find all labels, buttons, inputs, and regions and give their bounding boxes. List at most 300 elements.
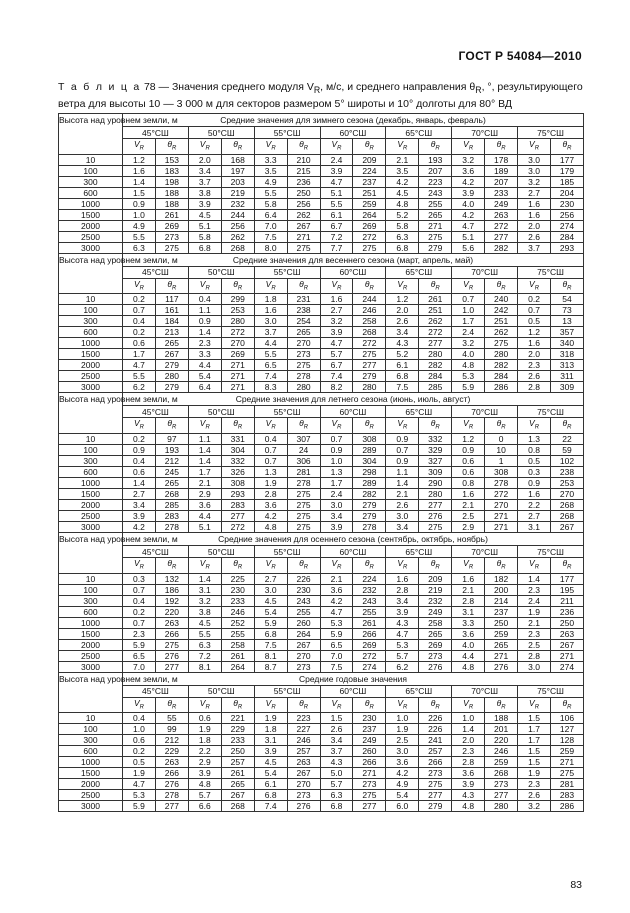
symbol-letter: V (397, 139, 403, 149)
value-cell: 282 (419, 360, 452, 371)
latitude-header: 75°СШ (518, 546, 584, 558)
value-cell: 4.4 (254, 338, 287, 349)
value-cell: 0 (485, 434, 518, 445)
value-cell: 3.0 (386, 511, 419, 522)
symbol-letter: V (265, 139, 272, 149)
value-cell: 3.0 (320, 500, 353, 511)
symbol-letter: θ (299, 558, 304, 569)
value-cell: 220 (485, 735, 518, 746)
value-cell: 276 (419, 511, 452, 522)
value-cell: 255 (419, 198, 452, 209)
value-cell: 280 (485, 801, 518, 812)
value-cell: 279 (353, 511, 386, 522)
symbol-letter: θ (299, 139, 304, 149)
value-cell: 290 (419, 478, 452, 489)
symbol-letter: V (463, 139, 469, 149)
value-cell: 4.8 (188, 779, 221, 790)
value-cell: 282 (353, 489, 386, 500)
value-cell: 179 (550, 165, 583, 176)
value-cell: 3.9 (320, 522, 353, 533)
direction-symbol (221, 558, 254, 574)
value-cell: 3.6 (254, 500, 287, 511)
value-cell: 3.9 (123, 511, 156, 522)
value-cell: 214 (485, 595, 518, 606)
symbol-letter: V (397, 558, 403, 569)
symbol-subscript: R (172, 564, 177, 571)
direction-symbol (550, 418, 583, 434)
symbol-subscript: R (139, 285, 144, 292)
value-cell: 3.1 (188, 584, 221, 595)
value-cell: 275 (287, 500, 320, 511)
value-cell: 244 (221, 209, 254, 220)
value-cell: 227 (287, 724, 320, 735)
value-cell: 3.1 (518, 522, 551, 533)
table-row (59, 445, 584, 456)
table-row (59, 198, 584, 209)
page-number: 83 (570, 879, 582, 891)
symbol-subscript: R (369, 145, 374, 152)
symbol-letter: V (331, 278, 338, 289)
value-cell: 0.8 (452, 478, 485, 489)
value-cell: 186 (155, 584, 188, 595)
latitude-header: 55°СШ (254, 266, 320, 278)
symbol-subscript: R (534, 704, 540, 711)
value-cell: 1.7 (188, 467, 221, 478)
table-row (59, 220, 584, 231)
value-cell: 4.3 (386, 617, 419, 628)
value-cell: 5.9 (320, 628, 353, 639)
symbol-letter: θ (430, 418, 436, 429)
value-cell: 1.0 (123, 724, 156, 735)
value-cell: 4.9 (123, 220, 156, 231)
value-cell: 3.6 (452, 768, 485, 779)
symbol-letter: V (463, 558, 469, 569)
value-cell: 5.1 (188, 220, 221, 231)
value-cell: 308 (485, 467, 518, 478)
value-cell: 5.4 (188, 371, 221, 382)
value-cell: 252 (221, 617, 254, 628)
value-cell: 237 (353, 724, 386, 735)
value-cell: 332 (419, 434, 452, 445)
value-cell: 278 (287, 371, 320, 382)
value-cell: 73 (550, 305, 583, 316)
speed-symbol (452, 139, 485, 155)
symbol-subscript: R (271, 425, 276, 432)
direction-symbol (419, 418, 452, 434)
symbol-letter: θ (562, 139, 568, 149)
symbol-letter: θ (430, 697, 436, 708)
value-cell: 1.9 (254, 713, 287, 724)
value-cell: 268 (221, 242, 254, 253)
value-cell: 209 (353, 154, 386, 165)
value-cell: 272 (485, 220, 518, 231)
value-cell: 293 (221, 489, 254, 500)
value-cell: 0.2 (123, 434, 156, 445)
value-cell: 272 (485, 489, 518, 500)
symbol-letter: V (331, 697, 338, 708)
value-cell: 198 (155, 176, 188, 187)
value-cell: 225 (221, 573, 254, 584)
symbol-subscript: R (435, 145, 440, 152)
value-cell: 261 (221, 768, 254, 779)
value-cell: 1.0 (386, 713, 419, 724)
symbol-subscript: R (501, 704, 506, 711)
symbol-subscript: R (237, 425, 243, 432)
value-cell: 4.2 (386, 176, 419, 187)
value-cell: 0.2 (123, 327, 156, 338)
table-row (59, 231, 584, 242)
symbol-row (59, 697, 584, 713)
table-row (59, 650, 584, 661)
value-cell: 4.8 (254, 522, 287, 533)
symbol-subscript: R (205, 564, 210, 571)
symbol-subscript: R (567, 425, 572, 432)
section-title: Средние годовые значения (123, 672, 584, 685)
value-cell: 271 (485, 511, 518, 522)
section-title: Средние значения для зимнего сезона (декабрь, январь, февраль) (123, 114, 584, 127)
value-cell: 5.1 (452, 231, 485, 242)
value-cell: 299 (221, 294, 254, 305)
value-cell: 1.3 (518, 434, 551, 445)
value-cell: 7.2 (188, 650, 221, 661)
value-cell: 219 (221, 187, 254, 198)
value-cell: 277 (485, 231, 518, 242)
value-cell: 266 (419, 757, 452, 768)
value-cell: 259 (485, 628, 518, 639)
table-row (59, 661, 584, 672)
symbol-letter: θ (167, 558, 173, 569)
height-cell: 600 (59, 746, 123, 757)
direction-symbol (287, 278, 320, 294)
value-cell: 97 (155, 434, 188, 445)
value-cell: 2.6 (320, 724, 353, 735)
value-cell: 232 (419, 595, 452, 606)
table-row (59, 724, 584, 735)
symbol-letter: θ (233, 139, 238, 149)
speed-symbol (452, 697, 485, 713)
latitude-header: 70°СШ (452, 127, 518, 139)
value-cell: 281 (287, 467, 320, 478)
value-cell: 4.2 (386, 768, 419, 779)
table-row (59, 713, 584, 724)
speed-symbol (518, 139, 551, 155)
value-cell: 283 (155, 511, 188, 522)
table-row (59, 176, 584, 187)
value-cell: 259 (353, 198, 386, 209)
value-cell: 250 (287, 187, 320, 198)
value-cell: 2.3 (518, 628, 551, 639)
value-cell: 2.2 (188, 746, 221, 757)
value-cell: 2.1 (452, 584, 485, 595)
value-cell: 1.7 (123, 349, 156, 360)
value-cell: 3.7 (254, 327, 287, 338)
value-cell: 242 (485, 305, 518, 316)
symbol-subscript: R (303, 145, 309, 152)
section-title: Средние значения для летнего сезона (июнь, июль, август) (123, 393, 584, 406)
table-row (59, 595, 584, 606)
value-cell: 0.7 (452, 294, 485, 305)
direction-symbol (353, 278, 386, 294)
value-cell: 277 (353, 360, 386, 371)
value-cell: 4.0 (452, 349, 485, 360)
caption-text-a: 78 — Значения среднего модуля V (143, 81, 314, 93)
symbol-row (59, 139, 584, 155)
value-cell: 272 (419, 327, 452, 338)
value-cell: 283 (550, 790, 583, 801)
value-cell: 7.5 (254, 639, 287, 650)
symbol-subscript: R (435, 704, 440, 711)
direction-symbol (221, 139, 254, 155)
latitude-row (59, 266, 584, 278)
height-cell: 300 (59, 595, 123, 606)
direction-symbol (155, 418, 188, 434)
value-cell: 3.0 (254, 584, 287, 595)
value-cell: 272 (353, 231, 386, 242)
value-cell: 3.8 (188, 606, 221, 617)
value-cell: 275 (550, 768, 583, 779)
value-cell: 286 (485, 382, 518, 393)
value-cell: 6.1 (320, 209, 353, 220)
value-cell: 1.5 (320, 713, 353, 724)
value-cell: 277 (155, 661, 188, 672)
value-cell: 106 (550, 713, 583, 724)
row-header-height: Высота над уровнем земли, м (59, 672, 123, 713)
height-cell: 1000 (59, 338, 123, 349)
value-cell: 226 (287, 573, 320, 584)
value-cell: 1.2 (123, 154, 156, 165)
value-cell: 6.8 (254, 790, 287, 801)
value-cell: 263 (155, 757, 188, 768)
value-cell: 1.6 (518, 209, 551, 220)
value-cell: 275 (353, 349, 386, 360)
value-cell: 268 (155, 489, 188, 500)
value-cell: 0.9 (188, 316, 221, 327)
symbol-letter: V (265, 418, 272, 429)
latitude-header: 60°СШ (320, 266, 386, 278)
value-cell: 264 (221, 661, 254, 672)
value-cell: 4.7 (123, 779, 156, 790)
value-cell: 3.5 (386, 165, 419, 176)
value-cell: 272 (221, 522, 254, 533)
symbol-subscript: R (303, 425, 309, 432)
value-cell: 219 (419, 584, 452, 595)
value-cell: 1.5 (518, 713, 551, 724)
symbol-subscript: R (139, 145, 144, 152)
value-cell: 2.7 (320, 305, 353, 316)
value-cell: 1.1 (188, 305, 221, 316)
value-cell: 5.8 (188, 231, 221, 242)
value-cell: 3.9 (254, 746, 287, 757)
value-cell: 0.9 (320, 445, 353, 456)
value-cell: 6.3 (123, 242, 156, 253)
symbol-letter: θ (233, 278, 238, 289)
value-cell: 0.3 (123, 573, 156, 584)
latitude-header: 65°СШ (386, 546, 452, 558)
value-cell: 226 (419, 724, 452, 735)
symbol-letter: θ (167, 697, 173, 708)
latitude-row (59, 406, 584, 418)
value-cell: 5.5 (188, 628, 221, 639)
symbol-letter: θ (299, 697, 304, 708)
value-cell: 267 (287, 220, 320, 231)
value-cell: 1.2 (386, 294, 419, 305)
value-cell: 280 (419, 489, 452, 500)
value-cell: 276 (485, 661, 518, 672)
value-cell: 250 (550, 617, 583, 628)
caption-label: Т а б л и ц а (58, 81, 142, 93)
symbol-row (59, 418, 584, 434)
latitude-header: 75°СШ (518, 685, 584, 697)
symbol-subscript: R (271, 145, 276, 152)
symbol-letter: V (133, 697, 140, 708)
speed-symbol (518, 558, 551, 574)
symbol-letter: V (331, 418, 338, 429)
value-cell: 5.7 (320, 779, 353, 790)
symbol-row (59, 278, 584, 294)
symbol-subscript: R (468, 425, 474, 432)
value-cell: 267 (221, 790, 254, 801)
value-cell: 226 (419, 713, 452, 724)
table-row (59, 746, 584, 757)
value-cell: 2.8 (518, 382, 551, 393)
value-cell: 3.1 (254, 735, 287, 746)
value-cell: 285 (419, 382, 452, 393)
value-cell: 2.4 (320, 489, 353, 500)
value-cell: 5.5 (123, 371, 156, 382)
direction-symbol (155, 697, 188, 713)
symbol-subscript: R (237, 564, 243, 571)
document-header: ГОСТ Р 54084—2010 (458, 49, 582, 63)
table-row (59, 371, 584, 382)
value-cell: 271 (485, 522, 518, 533)
height-cell: 10 (59, 154, 123, 165)
direction-symbol (485, 697, 518, 713)
value-cell: 1.1 (188, 434, 221, 445)
value-cell: 1.4 (518, 573, 551, 584)
value-cell: 237 (353, 176, 386, 187)
value-cell: 3.7 (320, 746, 353, 757)
symbol-subscript: R (369, 425, 374, 432)
table-row (59, 434, 584, 445)
value-cell: 272 (221, 327, 254, 338)
value-cell: 249 (419, 606, 452, 617)
value-cell: 269 (353, 639, 386, 650)
table-row (59, 779, 584, 790)
symbol-subscript: R (337, 425, 342, 432)
latitude-header: 65°СШ (386, 406, 452, 418)
symbol-subscript: R (172, 425, 177, 432)
value-cell: 271 (550, 650, 583, 661)
symbol-letter: θ (233, 558, 238, 569)
value-cell: 0.2 (123, 746, 156, 757)
value-cell: 2.0 (452, 735, 485, 746)
table-row (59, 294, 584, 305)
table-row (59, 606, 584, 617)
latitude-header: 45°СШ (123, 685, 189, 697)
value-cell: 3.4 (320, 735, 353, 746)
height-cell: 10 (59, 294, 123, 305)
value-cell: 59 (550, 445, 583, 456)
value-cell: 278 (155, 522, 188, 533)
symbol-subscript: R (369, 285, 374, 292)
symbol-subscript: R (337, 564, 342, 571)
value-cell: 178 (485, 154, 518, 165)
value-cell: 286 (550, 801, 583, 812)
speed-symbol (386, 697, 419, 713)
value-cell: 0.9 (386, 456, 419, 467)
value-cell: 0.3 (518, 467, 551, 478)
symbol-subscript: R (435, 425, 440, 432)
caption-sub-b: R (475, 85, 482, 96)
direction-symbol (419, 278, 452, 294)
value-cell: 4.4 (188, 360, 221, 371)
value-cell: 279 (353, 371, 386, 382)
latitude-header: 75°СШ (518, 127, 584, 139)
value-cell: 3.9 (386, 606, 419, 617)
value-cell: 177 (550, 573, 583, 584)
value-cell: 132 (155, 573, 188, 584)
symbol-letter: V (397, 278, 403, 289)
value-cell: 5.9 (254, 617, 287, 628)
table-row (59, 456, 584, 467)
value-cell: 7.7 (320, 242, 353, 253)
value-cell: 4.5 (188, 617, 221, 628)
caption-text-d: высоты 10 — 3 000 м для секторов размером 5° широты и 10° долготы для 80° ВД (109, 98, 512, 111)
symbol-subscript: R (534, 425, 540, 432)
value-cell: 2.6 (518, 371, 551, 382)
value-cell: 5.7 (386, 650, 419, 661)
value-cell: 7.5 (386, 382, 419, 393)
value-cell: 270 (287, 650, 320, 661)
height-cell: 1000 (59, 198, 123, 209)
latitude-header: 55°СШ (254, 127, 320, 139)
value-cell: 230 (221, 584, 254, 595)
symbol-subscript: R (567, 704, 572, 711)
section-title: Средние значения для осеннего сезона (сентябрь, октябрь, ноябрь) (123, 533, 584, 546)
value-cell: 1.4 (188, 456, 221, 467)
symbol-subscript: R (501, 285, 506, 292)
height-cell: 2000 (59, 360, 123, 371)
value-cell: 263 (155, 617, 188, 628)
symbol-letter: θ (496, 697, 502, 708)
value-cell: 255 (353, 606, 386, 617)
value-cell: 276 (419, 661, 452, 672)
height-cell: 2500 (59, 231, 123, 242)
value-cell: 4.2 (123, 522, 156, 533)
direction-symbol (287, 558, 320, 574)
direction-symbol (221, 697, 254, 713)
value-cell: 4.2 (320, 595, 353, 606)
symbol-letter: θ (233, 418, 238, 429)
value-cell: 5.5 (123, 231, 156, 242)
latitude-header: 50°СШ (188, 127, 254, 139)
value-cell: 1.3 (320, 467, 353, 478)
value-cell: 215 (287, 165, 320, 176)
value-cell: 277 (221, 511, 254, 522)
symbol-letter: θ (496, 278, 502, 289)
value-cell: 6.5 (320, 639, 353, 650)
value-cell: 1.9 (188, 724, 221, 735)
value-cell: 5.5 (320, 198, 353, 209)
speed-symbol (254, 278, 287, 294)
value-cell: 3.4 (386, 522, 419, 533)
value-cell: 273 (419, 768, 452, 779)
value-cell: 265 (221, 779, 254, 790)
symbol-subscript: R (501, 564, 506, 571)
value-cell: 195 (550, 584, 583, 595)
value-cell: 2.8 (452, 757, 485, 768)
height-cell: 2500 (59, 511, 123, 522)
